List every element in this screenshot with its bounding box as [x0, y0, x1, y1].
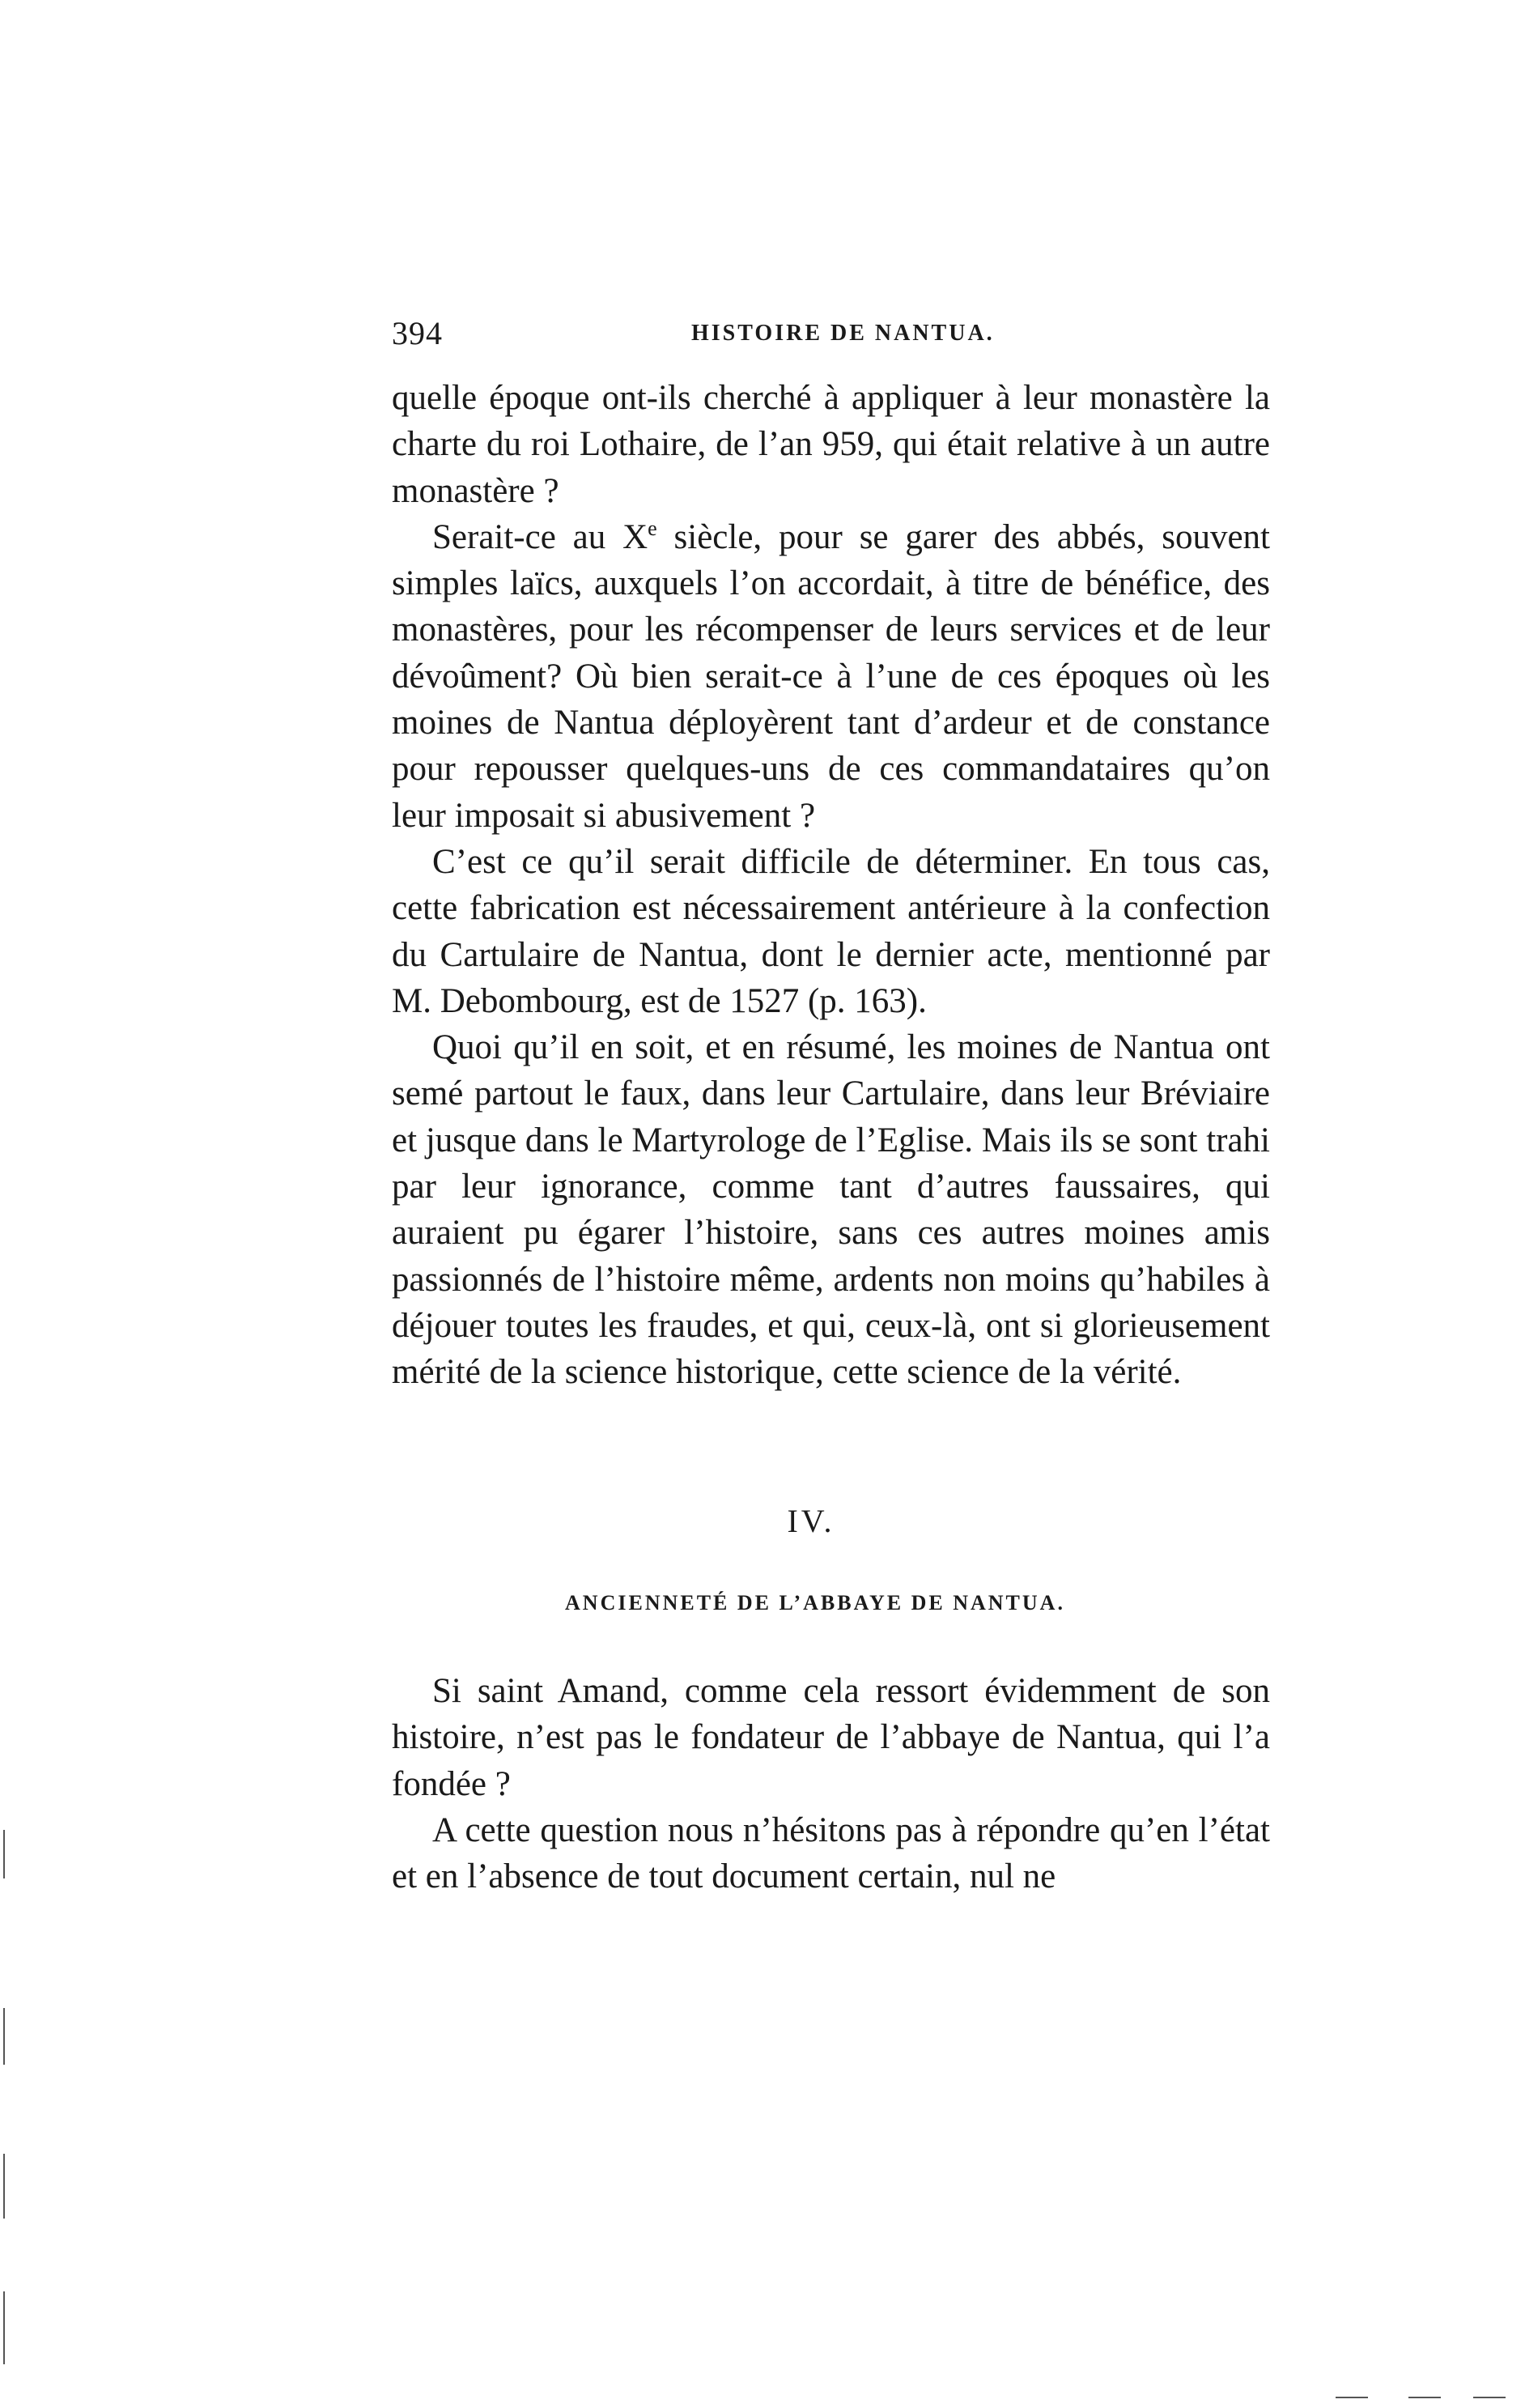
page-number: 394 — [392, 315, 443, 351]
scan-mark — [3, 2154, 5, 2219]
superscript-e: e — [648, 516, 657, 540]
scan-mark — [3, 2008, 5, 2065]
paragraph-determiner: C’est ce qu’il serait difficile de déterminer. En tous cas, cette fabrication est nécessairement antérieure à la confection du Cartulaire de Nantua, dont le dernier acte, mentionné par M. Debombourg, est de 1527 (p. 163). — [392, 842, 1270, 1020]
scan-mark — [3, 2291, 5, 2364]
scan-mark — [3, 1830, 5, 1878]
paragraph-saint-amand: Si saint Amand, comme cela ressort évidemment de son histoire, n’est pas le fondateur de l’abbaye de Nantua, qui l’a fondée ? — [392, 1672, 1270, 1803]
section-title: ANCIENNETÉ DE L’ABBAYE DE NANTUA. — [565, 1591, 1065, 1615]
page-header — [392, 314, 1274, 355]
section-number: IV. — [787, 1503, 835, 1539]
scan-mark — [1408, 2397, 1441, 2398]
paragraph-serait-ce-start: Serait-ce au X — [432, 517, 648, 556]
running-head: HISTOIRE DE NANTUA. — [691, 321, 995, 346]
paragraph-continuation: quelle époque ont-ils cherché à appliquer à leur monastère la charte du roi Lothaire, de l’an 959, qui était relative à un autre monastère ? — [392, 379, 1270, 510]
scan-mark — [1336, 2397, 1368, 2398]
paragraph-question: A cette question nous n’hésitons pas à répondre qu’en l’état et en l’absence de tout document certain, nul ne — [392, 1810, 1270, 1896]
scan-mark — [1473, 2397, 1506, 2398]
paragraph-serait-ce — [392, 514, 1270, 839]
paragraph-serait-ce-rest: siècle, pour se garer des abbés, souvent simples laïcs, auxquels l’on accordait, à titre de bénéfice, des monastères, pour les récompenser de leurs services et de leur dévoûment? Où bien serait-ce à l’une de ces époques où les moines de Nantua déployèrent tant d’ardeur et de constance pour repousser quelques-uns de ces commandataires qu’on leur imposait si abusivement ? — [392, 517, 1270, 835]
body-text-bottom — [392, 1668, 1270, 1900]
body-text-top — [392, 375, 1270, 1396]
paragraph-resume: Quoi qu’il en soit, et en résumé, les moines de Nantua ont semé partout le faux, dans leur Cartulaire, dans leur Bréviaire et jusque dans le Martyrologe de l’Eglise. Mais ils se sont trahi par leur ignorance, comme tant d’autres faussaires, qui auraient pu égarer l’histoire, sans ces autres moines amis passionnés de l’histoire même, ardents non moins qu’habiles à déjouer toutes les fraudes, et qui, ceux-là, ont si glorieusement mérité de la science historique, cette science de la vérité. — [392, 1028, 1270, 1392]
